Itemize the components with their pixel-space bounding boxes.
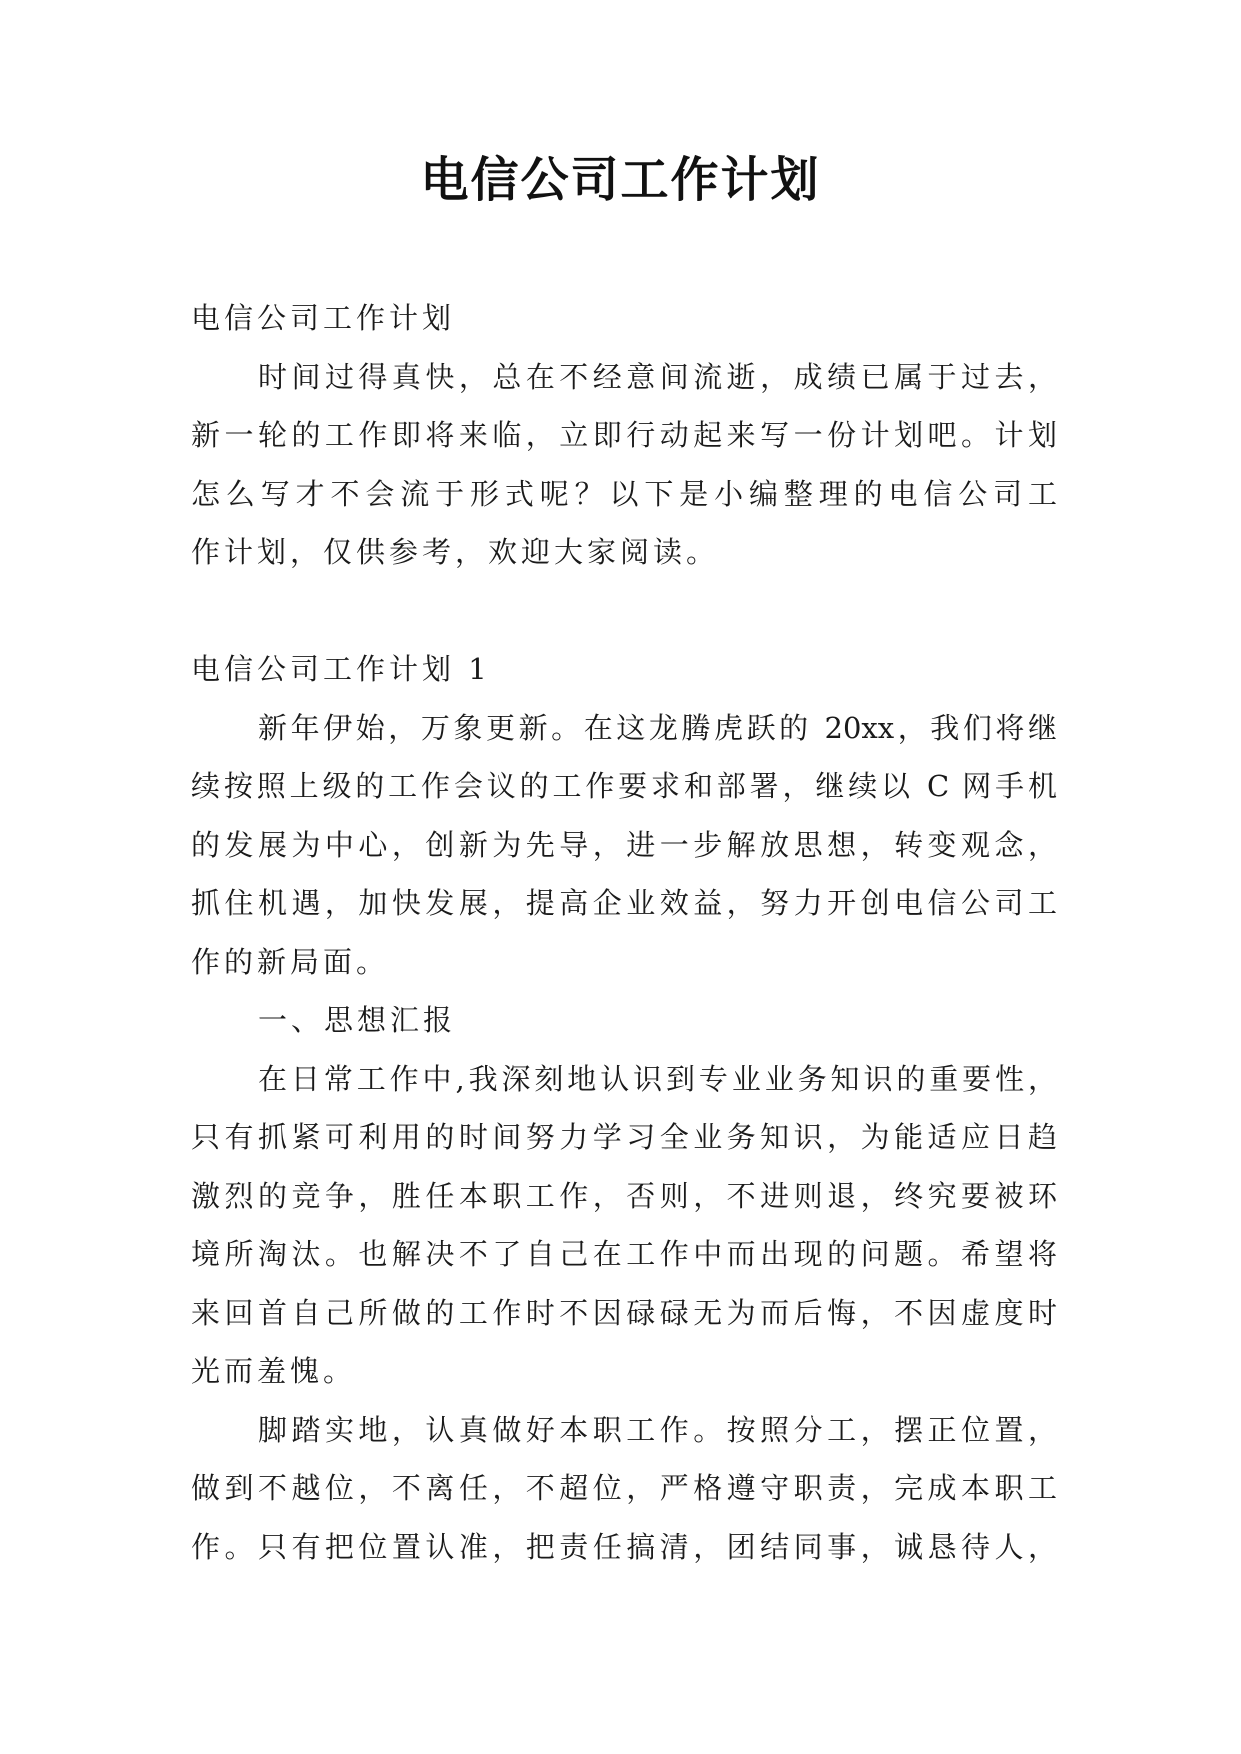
paragraph-line: 光而羞愧。 xyxy=(191,1354,357,1388)
section-paragraph-3 xyxy=(191,1401,1057,1577)
paragraph-spacer xyxy=(191,582,1057,641)
paragraph-line: 在日常工作中,我深刻地认识到专业业务知识的重要性， xyxy=(258,1061,1057,1096)
paragraph-line: 激烈的竞争，胜任本职工作，否则，不进则退，终究要被环 xyxy=(191,1178,1057,1213)
paragraph-line: 续按照上级的工作会议的工作要求和部署，继续以 C 网手机 xyxy=(191,769,1057,803)
paragraph-line: 怎么写才不会流于形式呢？以下是小编整理的电信公司工 xyxy=(191,476,1057,511)
document-title: 电信公司工作计划 xyxy=(420,152,821,208)
paragraph-line: 只有抓紧可利用的时间努力学习全业务知识，为能适应日趋 xyxy=(191,1120,1057,1154)
paragraph-line: 脚踏实地，认真做好本职工作。按照分工，摆正位置， xyxy=(258,1412,1057,1447)
paragraph-line: 新年伊始，万象更新。在这龙腾虎跃的 20xx，我们将继 xyxy=(258,710,1057,745)
paragraph-line: 时间过得真快，总在不经意间流逝，成绩已属于过去， xyxy=(258,359,1057,394)
paragraph-line: 来回首自己所做的工作时不因碌碌无为而后悔，不因虚度时 xyxy=(191,1295,1057,1330)
intro-heading: 电信公司工作计划 xyxy=(191,301,456,335)
section-paragraph-1 xyxy=(191,699,1057,992)
intro-paragraph xyxy=(191,348,1057,582)
paragraph-line: 境所淘汰。也解决不了自己在工作中而出现的问题。希望将 xyxy=(191,1237,1057,1271)
paragraph-line: 新一轮的工作即将来临，立即行动起来写一份计划吧。计划 xyxy=(191,418,1057,452)
paragraph-line: 作的新局面。 xyxy=(191,944,390,979)
section-heading: 电信公司工作计划 1 xyxy=(191,652,491,686)
paragraph-line: 的发展为中心，创新为先导，进一步解放思想，转变观念， xyxy=(191,827,1057,862)
paragraph-line: 抓住机遇，加快发展，提高企业效益，努力开创电信公司工 xyxy=(191,886,1057,920)
subheading-thoughts-report: 一、思想汇报 xyxy=(258,1003,457,1037)
paragraph-line: 作。只有把位置认准，把责任搞清，团结同事，诚恳待人， xyxy=(191,1529,1057,1564)
section-paragraph-2 xyxy=(191,1050,1057,1401)
paragraph-line: 做到不越位，不离任，不超位，严格遵守职责，完成本职工 xyxy=(191,1471,1057,1505)
document-body xyxy=(191,289,1057,1576)
paragraph-line: 作计划，仅供参考，欢迎大家阅读。 xyxy=(191,535,720,569)
